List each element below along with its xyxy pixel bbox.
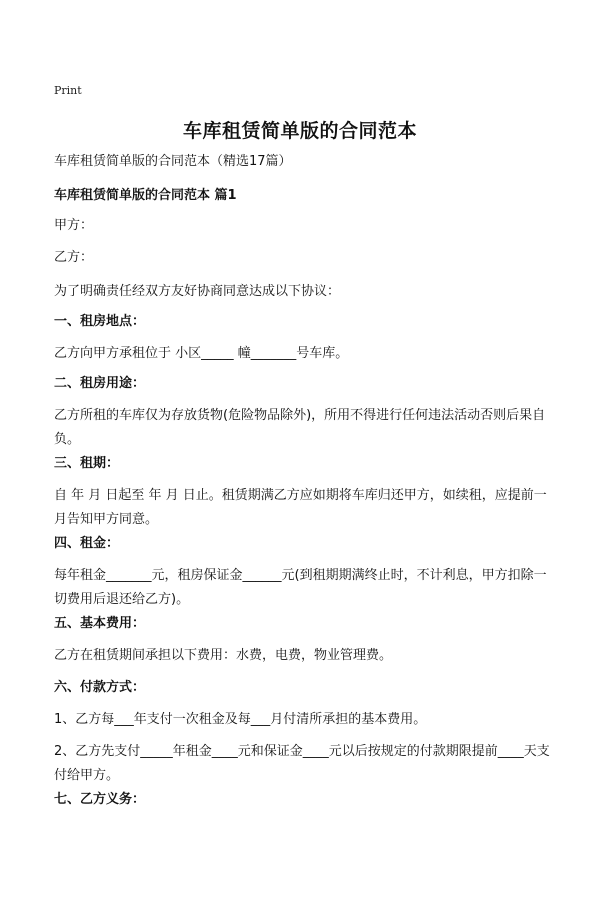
heading-term: 三、租期：: [54, 456, 120, 471]
heading-payment: 六、付款方式：: [54, 680, 146, 695]
heading-location: 一、租房地点：: [54, 314, 146, 329]
intro-paragraph: 为了明确责任经双方友好协商同意达成以下协议：: [54, 284, 341, 299]
party-a-label: 甲方：: [54, 218, 94, 233]
heading-usage: 二、租房用途：: [54, 376, 146, 391]
heading-basic-fees: 五、基本费用：: [54, 616, 146, 631]
document-title: 车库租赁简单版的合同范本: [182, 120, 417, 142]
paragraph-term: 自 年 月 日起至 年 月 日止。租赁期满乙方应如期将车库归还甲方，如续租，应提前一月告知甲方同意。: [54, 488, 547, 527]
paragraph-payment-1: 1、乙方每___年支付一次租金及每___月付清所承担的基本费用。: [54, 712, 427, 727]
document-subtitle: 车库租赁简单版的合同范本（精选17篇）: [54, 154, 292, 169]
paragraph-basic-fees: 乙方在租赁期间承担以下费用：水费，电费，物业管理费。: [54, 648, 393, 663]
paragraph-location: 乙方向甲方承租位于 小区_____ 幢_______号车库。: [54, 346, 349, 361]
paragraph-rent: 每年租金_______元，租房保证金______元(到租期期满终止时，不计利息，甲方扣除一切费用后退还给乙方)。: [54, 568, 547, 607]
party-b-label: 乙方：: [54, 250, 94, 265]
section-title: 车库租赁简单版的合同范本 篇1: [54, 188, 237, 203]
paragraph-payment-2: 2、乙方先支付_____年租金____元和保证金____元以后按规定的付款期限提前____天支付给甲方。: [54, 744, 550, 783]
heading-rent: 四、租金：: [54, 536, 120, 551]
print-label: Print: [54, 84, 82, 97]
heading-party-b-duties: 七、乙方义务：: [54, 792, 146, 807]
paragraph-usage: 乙方所租的车库仅为存放货物(危险物品除外)，所用不得进行任何违法活动否则后果自负。: [54, 408, 546, 447]
